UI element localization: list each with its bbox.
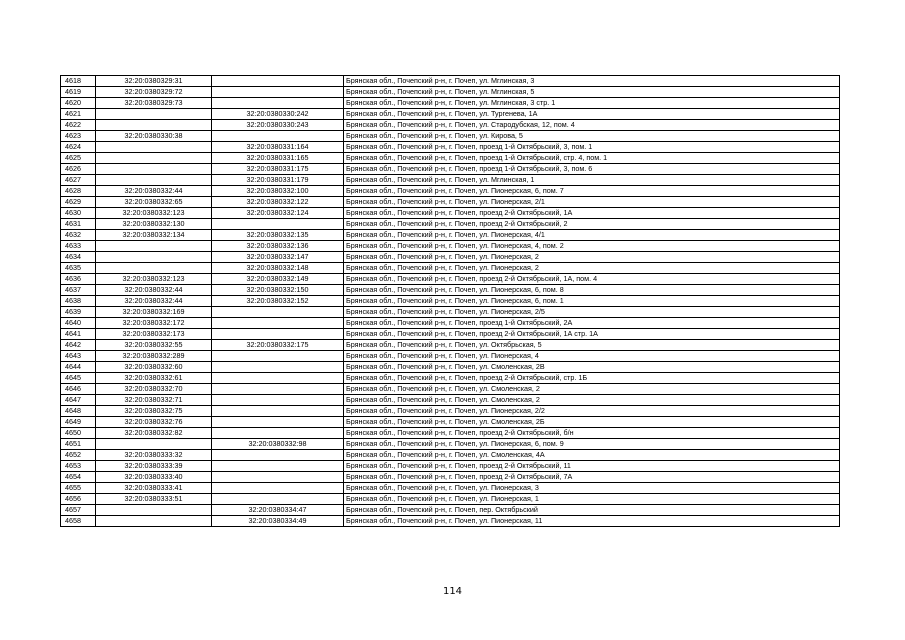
cadastral-number-cell: 32:20:0380333:40	[96, 472, 212, 483]
table-row	[61, 241, 840, 252]
table-row	[61, 406, 840, 417]
address-cell: Брянская обл., Почепский р-н, г. Почеп, ул. Октябрьская, 5	[344, 340, 840, 351]
page-number: 114	[442, 586, 463, 597]
table-row	[61, 285, 840, 296]
cadastral-number-cell: 32:20:0380332:123	[96, 274, 212, 285]
row-number-cell: 4633	[61, 241, 96, 252]
cadastral-number-cell: 32:20:0380329:73	[96, 98, 212, 109]
table-row	[61, 450, 840, 461]
row-number-cell: 4627	[61, 175, 96, 186]
row-number-cell: 4631	[61, 219, 96, 230]
address-cell: Брянская обл., Почепский р-н, г. Почеп, ул. Пионерская, 11	[344, 516, 840, 527]
cadastral-number-cell: 32:20:0380332:134	[96, 230, 212, 241]
table-row	[61, 263, 840, 274]
address-cell: Брянская обл., Почепский р-н, г. Почеп, ул. Мглинская, 5	[344, 87, 840, 98]
cadastral-number-cell: 32:20:0380332:130	[96, 219, 212, 230]
cadastral-number-cell: 32:20:0380332:289	[96, 351, 212, 362]
cadastral-number-2-cell	[212, 373, 344, 384]
cadastral-number-2-cell	[212, 219, 344, 230]
cadastral-number-cell	[96, 241, 212, 252]
table-row	[61, 208, 840, 219]
table-row	[61, 307, 840, 318]
cadastral-number-2-cell	[212, 307, 344, 318]
table-row	[61, 472, 840, 483]
cadastral-number-cell: 32:20:0380332:82	[96, 428, 212, 439]
cadastral-number-cell	[96, 109, 212, 120]
cadastral-number-2-cell: 32:20:0380330:242	[212, 109, 344, 120]
cadastral-number-cell: 32:20:0380332:173	[96, 329, 212, 340]
cadastral-number-cell: 32:20:0380332:70	[96, 384, 212, 395]
address-cell: Брянская обл., Почепский р-н, г. Почеп, ул. Пионерская, 2/2	[344, 406, 840, 417]
cadastral-number-cell: 32:20:0380329:72	[96, 87, 212, 98]
address-cell: Брянская обл., Почепский р-н, г. Почеп, ул. Смоленская, 4А	[344, 450, 840, 461]
cadastral-number-cell	[96, 175, 212, 186]
address-cell: Брянская обл., Почепский р-н, г. Почеп, ул. Тургенева, 1А	[344, 109, 840, 120]
row-number-cell: 4636	[61, 274, 96, 285]
table-row	[61, 87, 840, 98]
row-number-cell: 4642	[61, 340, 96, 351]
table-row	[61, 395, 840, 406]
cadastral-number-cell	[96, 153, 212, 164]
row-number-cell: 4648	[61, 406, 96, 417]
cadastral-number-cell	[96, 252, 212, 263]
cadastral-number-2-cell	[212, 472, 344, 483]
row-number-cell: 4650	[61, 428, 96, 439]
cadastral-number-cell: 32:20:0380332:65	[96, 197, 212, 208]
address-cell: Брянская обл., Почепский р-н, г. Почеп, проезд 2-й Октябрьский, 11	[344, 461, 840, 472]
cadastral-number-2-cell	[212, 362, 344, 373]
address-cell: Брянская обл., Почепский р-н, г. Почеп, ул. Смоленская, 2	[344, 395, 840, 406]
cadastral-number-2-cell	[212, 76, 344, 87]
cadastral-number-2-cell: 32:20:0380334:47	[212, 505, 344, 516]
row-number-cell: 4643	[61, 351, 96, 362]
address-cell: Брянская обл., Почепский р-н, г. Почеп, ул. Пионерская, 6, пом. 1	[344, 296, 840, 307]
address-cell: Брянская обл., Почепский р-н, г. Почеп, ул. Смоленская, 2Б	[344, 417, 840, 428]
address-cell: Брянская обл., Почепский р-н, г. Почеп, пер. Октябрьский	[344, 505, 840, 516]
cadastral-number-cell: 32:20:0380333:39	[96, 461, 212, 472]
cadastral-number-cell: 32:20:0380329:31	[96, 76, 212, 87]
table-row	[61, 417, 840, 428]
address-cell: Брянская обл., Почепский р-н, г. Почеп, проезд 1-й Октябрьский, 2А	[344, 318, 840, 329]
cadastral-number-cell: 32:20:0380333:51	[96, 494, 212, 505]
address-cell: Брянская обл., Почепский р-н, г. Почеп, ул. Пионерская, 2	[344, 252, 840, 263]
cadastral-number-2-cell	[212, 329, 344, 340]
table-row	[61, 362, 840, 373]
cadastral-number-2-cell: 32:20:0380334:49	[212, 516, 344, 527]
cadastral-number-2-cell: 32:20:0380331:175	[212, 164, 344, 175]
table-row	[61, 505, 840, 516]
cadastral-number-cell: 32:20:0380333:41	[96, 483, 212, 494]
cadastral-number-2-cell	[212, 428, 344, 439]
address-cell: Брянская обл., Почепский р-н, г. Почеп, проезд 2-й Октябрьский, 2	[344, 219, 840, 230]
cadastral-number-cell	[96, 120, 212, 131]
table-row	[61, 175, 840, 186]
table-row	[61, 384, 840, 395]
address-cell: Брянская обл., Почепский р-н, г. Почеп, ул. Пионерская, 6, пом. 9	[344, 439, 840, 450]
cadastral-number-2-cell	[212, 406, 344, 417]
table-row	[61, 252, 840, 263]
cadastral-number-2-cell	[212, 98, 344, 109]
address-cell: Брянская обл., Почепский р-н, г. Почеп, ул. Мглинская, 3 стр. 1	[344, 98, 840, 109]
address-cell: Брянская обл., Почепский р-н, г. Почеп, ул. Мглинская, 3	[344, 76, 840, 87]
table-row	[61, 483, 840, 494]
address-cell: Брянская обл., Почепский р-н, г. Почеп, проезд 2-й Октябрьский, 1А	[344, 208, 840, 219]
cadastral-number-2-cell: 32:20:0380332:147	[212, 252, 344, 263]
cadastral-number-2-cell	[212, 417, 344, 428]
cadastral-number-2-cell	[212, 450, 344, 461]
cadastral-number-2-cell	[212, 395, 344, 406]
row-number-cell: 4628	[61, 186, 96, 197]
cadastral-number-2-cell	[212, 87, 344, 98]
cadastral-number-2-cell	[212, 318, 344, 329]
cadastral-number-cell	[96, 516, 212, 527]
cadastral-number-2-cell: 32:20:0380332:135	[212, 230, 344, 241]
cadastral-number-2-cell: 32:20:0380332:100	[212, 186, 344, 197]
table-row	[61, 296, 840, 307]
cadastral-number-2-cell: 32:20:0380332:150	[212, 285, 344, 296]
cadastral-number-2-cell: 32:20:0380332:124	[212, 208, 344, 219]
row-number-cell: 4618	[61, 76, 96, 87]
address-cell: Брянская обл., Почепский р-н, г. Почеп, ул. Смоленская, 2В	[344, 362, 840, 373]
table-row	[61, 164, 840, 175]
table-row	[61, 439, 840, 450]
cadastral-number-cell	[96, 439, 212, 450]
table-row	[61, 197, 840, 208]
table-row	[61, 329, 840, 340]
table-row	[61, 109, 840, 120]
table-row	[61, 373, 840, 384]
cadastral-number-2-cell: 32:20:0380332:148	[212, 263, 344, 274]
row-number-cell: 4647	[61, 395, 96, 406]
cadastral-number-2-cell: 32:20:0380330:243	[212, 120, 344, 131]
cadastral-number-cell	[96, 164, 212, 175]
address-cell: Брянская обл., Почепский р-н, г. Почеп, ул. Пионерская, 2/5	[344, 307, 840, 318]
table-row	[61, 153, 840, 164]
address-cell: Брянская обл., Почепский р-н, г. Почеп, проезд 2-й Октябрьский, 1А, пом. 4	[344, 274, 840, 285]
cadastral-number-2-cell: 32:20:0380332:136	[212, 241, 344, 252]
row-number-cell: 4640	[61, 318, 96, 329]
cadastral-number-2-cell: 32:20:0380332:152	[212, 296, 344, 307]
table-row	[61, 494, 840, 505]
row-number-cell: 4654	[61, 472, 96, 483]
cadastral-number-2-cell: 32:20:0380332:98	[212, 439, 344, 450]
table-row	[61, 428, 840, 439]
cadastral-number-cell: 32:20:0380332:76	[96, 417, 212, 428]
row-number-cell: 4629	[61, 197, 96, 208]
table-row	[61, 98, 840, 109]
address-cell: Брянская обл., Почепский р-н, г. Почеп, ул. Мглинская, 1	[344, 175, 840, 186]
records-table-body	[61, 76, 840, 527]
cadastral-number-2-cell	[212, 131, 344, 142]
row-number-cell: 4621	[61, 109, 96, 120]
cadastral-number-cell: 32:20:0380332:44	[96, 296, 212, 307]
address-cell: Брянская обл., Почепский р-н, г. Почеп, проезд 1-й Октябрьский, 3, пом. 6	[344, 164, 840, 175]
row-number-cell: 4624	[61, 142, 96, 153]
address-cell: Брянская обл., Почепский р-н, г. Почеп, ул. Стародубская, 12, пом. 4	[344, 120, 840, 131]
address-cell: Брянская обл., Почепский р-н, г. Почеп, ул. Смоленская, 2	[344, 384, 840, 395]
address-cell: Брянская обл., Почепский р-н, г. Почеп, ул. Пионерская, 4, пом. 2	[344, 241, 840, 252]
row-number-cell: 4625	[61, 153, 96, 164]
cadastral-number-2-cell	[212, 461, 344, 472]
table-row	[61, 76, 840, 87]
row-number-cell: 4658	[61, 516, 96, 527]
table-row	[61, 120, 840, 131]
row-number-cell: 4626	[61, 164, 96, 175]
table-row	[61, 142, 840, 153]
cadastral-number-cell	[96, 142, 212, 153]
cadastral-number-2-cell: 32:20:0380331:165	[212, 153, 344, 164]
cadastral-number-cell: 32:20:0380332:60	[96, 362, 212, 373]
cadastral-number-cell: 32:20:0380332:75	[96, 406, 212, 417]
row-number-cell: 4652	[61, 450, 96, 461]
address-cell: Брянская обл., Почепский р-н, г. Почеп, ул. Пионерская, 6, пом. 8	[344, 285, 840, 296]
cadastral-number-cell: 32:20:0380332:55	[96, 340, 212, 351]
table-row	[61, 219, 840, 230]
address-cell: Брянская обл., Почепский р-н, г. Почеп, ул. Кирова, 5	[344, 131, 840, 142]
row-number-cell: 4656	[61, 494, 96, 505]
row-number-cell: 4644	[61, 362, 96, 373]
row-number-cell: 4634	[61, 252, 96, 263]
cadastral-number-2-cell: 32:20:0380331:179	[212, 175, 344, 186]
cadastral-number-2-cell	[212, 384, 344, 395]
cadastral-number-2-cell: 32:20:0380331:164	[212, 142, 344, 153]
address-cell: Брянская обл., Почепский р-н, г. Почеп, проезд 2-й Октябрьский, стр. 1Б	[344, 373, 840, 384]
cadastral-number-cell: 32:20:0380333:32	[96, 450, 212, 461]
table-row	[61, 230, 840, 241]
row-number-cell: 4653	[61, 461, 96, 472]
cadastral-number-2-cell	[212, 483, 344, 494]
cadastral-number-cell: 32:20:0380332:44	[96, 186, 212, 197]
address-cell: Брянская обл., Почепский р-н, г. Почеп, проезд 2-й Октябрьский, 1А стр. 1А	[344, 329, 840, 340]
row-number-cell: 4620	[61, 98, 96, 109]
cadastral-number-cell: 32:20:0380330:38	[96, 131, 212, 142]
table-row	[61, 186, 840, 197]
row-number-cell: 4645	[61, 373, 96, 384]
cadastral-number-2-cell	[212, 494, 344, 505]
row-number-cell: 4638	[61, 296, 96, 307]
row-number-cell: 4632	[61, 230, 96, 241]
cadastral-number-cell: 32:20:0380332:71	[96, 395, 212, 406]
cadastral-number-2-cell: 32:20:0380332:149	[212, 274, 344, 285]
address-cell: Брянская обл., Почепский р-н, г. Почеп, ул. Пионерская, 4/1	[344, 230, 840, 241]
table-row	[61, 274, 840, 285]
address-cell: Брянская обл., Почепский р-н, г. Почеп, ул. Пионерская, 3	[344, 483, 840, 494]
table-row	[61, 516, 840, 527]
address-cell: Брянская обл., Почепский р-н, г. Почеп, ул. Пионерская, 6, пом. 7	[344, 186, 840, 197]
table-row	[61, 340, 840, 351]
cadastral-number-cell: 32:20:0380332:169	[96, 307, 212, 318]
row-number-cell: 4630	[61, 208, 96, 219]
table-row	[61, 351, 840, 362]
cadastral-number-2-cell: 32:20:0380332:175	[212, 340, 344, 351]
cadastral-number-cell	[96, 263, 212, 274]
table-row	[61, 318, 840, 329]
cadastral-number-cell: 32:20:0380332:61	[96, 373, 212, 384]
table-row	[61, 461, 840, 472]
row-number-cell: 4646	[61, 384, 96, 395]
row-number-cell: 4623	[61, 131, 96, 142]
row-number-cell: 4619	[61, 87, 96, 98]
row-number-cell: 4649	[61, 417, 96, 428]
address-cell: Брянская обл., Почепский р-н, г. Почеп, проезд 2-й Октябрьский, б/н	[344, 428, 840, 439]
row-number-cell: 4637	[61, 285, 96, 296]
address-cell: Брянская обл., Почепский р-н, г. Почеп, проезд 2-й Октябрьский, 7А	[344, 472, 840, 483]
row-number-cell: 4639	[61, 307, 96, 318]
address-cell: Брянская обл., Почепский р-н, г. Почеп, ул. Пионерская, 4	[344, 351, 840, 362]
address-cell: Брянская обл., Почепский р-н, г. Почеп, проезд 1-й Октябрьский, стр. 4, пом. 1	[344, 153, 840, 164]
address-cell: Брянская обл., Почепский р-н, г. Почеп, проезд 1-й Октябрьский, 3, пом. 1	[344, 142, 840, 153]
cadastral-number-cell: 32:20:0380332:172	[96, 318, 212, 329]
row-number-cell: 4622	[61, 120, 96, 131]
records-table	[60, 75, 840, 527]
row-number-cell: 4641	[61, 329, 96, 340]
cadastral-number-2-cell	[212, 351, 344, 362]
cadastral-number-cell: 32:20:0380332:123	[96, 208, 212, 219]
table-row	[61, 131, 840, 142]
row-number-cell: 4635	[61, 263, 96, 274]
cadastral-number-cell	[96, 505, 212, 516]
cadastral-number-2-cell: 32:20:0380332:122	[212, 197, 344, 208]
address-cell: Брянская обл., Почепский р-н, г. Почеп, ул. Пионерская, 2	[344, 263, 840, 274]
address-cell: Брянская обл., Почепский р-н, г. Почеп, ул. Пионерская, 2/1	[344, 197, 840, 208]
row-number-cell: 4657	[61, 505, 96, 516]
cadastral-number-cell: 32:20:0380332:44	[96, 285, 212, 296]
row-number-cell: 4651	[61, 439, 96, 450]
row-number-cell: 4655	[61, 483, 96, 494]
address-cell: Брянская обл., Почепский р-н, г. Почеп, ул. Пионерская, 1	[344, 494, 840, 505]
